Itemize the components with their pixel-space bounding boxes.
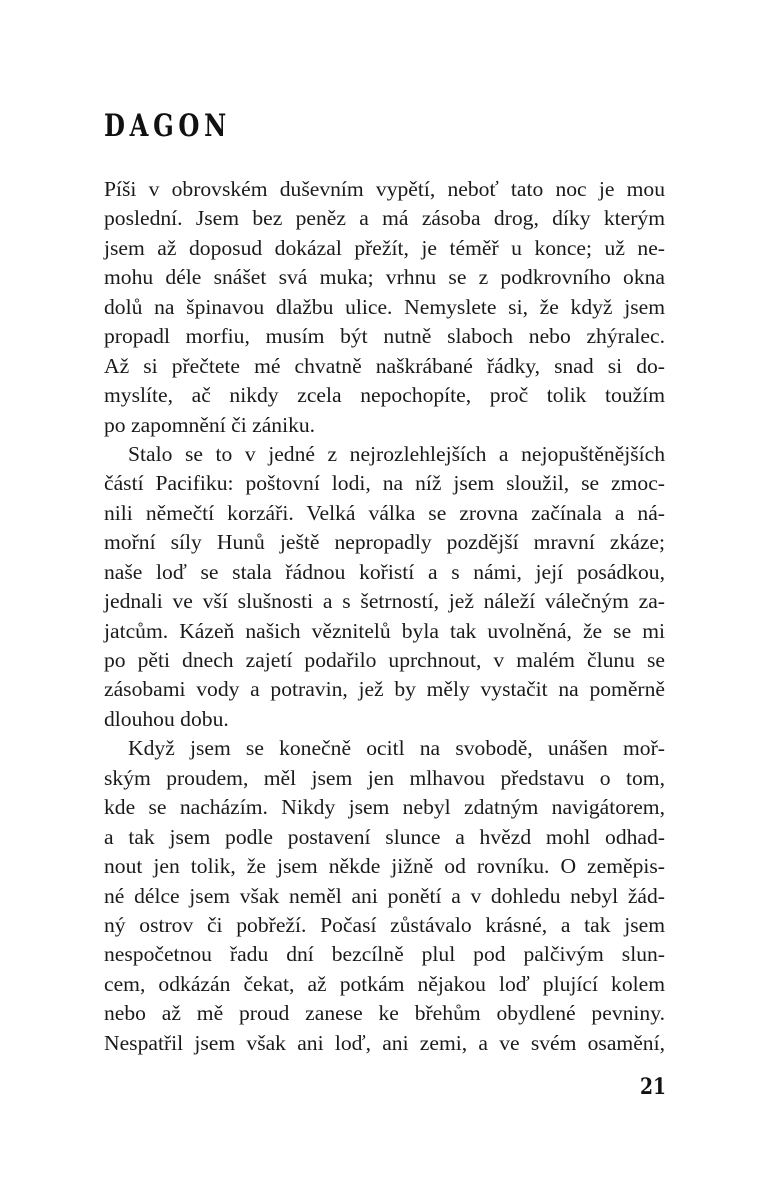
text-line: né délce jsem však neměl ani ponětí a v dohledu nebyl žád- [104, 883, 665, 908]
text-line: jednali ve vší slušnosti a s šetrností, jež náleží válečným za- [104, 589, 665, 614]
body-text [104, 175, 665, 1058]
text-line: částí Pacifiku: poštovní lodi, na níž jsem sloužil, se zmoc- [104, 471, 665, 496]
text-line: kde se nacházím. Nikdy jsem nebyl zdatným navigátorem, [104, 795, 665, 820]
text-line: nespočetnou řadu dní bezcílně plul pod palčivým slun- [104, 942, 665, 967]
text-line: ským proudem, měl jsem jen mlhavou představu o tom, [104, 765, 665, 790]
text-line: propadl morfiu, musím být nutně slaboch nebo zhýralec. [104, 324, 665, 349]
text-line: jatcům. Kázeň našich věznitelů byla tak uvolněná, že se mi [104, 618, 665, 643]
text-line: po pěti dnech zajetí podařilo uprchnout, v malém člunu se [104, 648, 665, 672]
text-line: ný ostrov či pobřeží. Počasí zůstávalo krásné, a tak jsem [104, 912, 665, 937]
text-line: nili němečtí korzáři. Velká válka se zrovna začínala a ná- [104, 500, 665, 525]
text-line: a tak jsem podle postavení slunce a hvězd mohl odhad- [104, 824, 665, 849]
text-line: Stalo se to v jedné z nejrozlehlejších a nejopuštěnějších [128, 441, 665, 466]
text-line: myslíte, ač nikdy zcela nepochopíte, proč tolik toužím [104, 383, 665, 408]
text-line: zásobami vody a potravin, jež by měly vystačit na poměrně [104, 677, 665, 702]
page-number: 21 [639, 1074, 666, 1100]
text-line: Až si přečtete mé chvatně naškrábané řádky, snad si do- [104, 353, 665, 378]
text-line: nebo až mě proud zanese ke břehům obydlené pevniny. [104, 1001, 665, 1026]
text-line: poslední. Jsem bez peněz a má zásoba drog, díky kterým [104, 206, 665, 231]
text-line: nout jen tolik, že jsem někde jižně od rovníku. O zeměpis- [104, 854, 665, 879]
chapter-title: DAGON [104, 108, 231, 144]
text-line: Když jsem se konečně ocitl na svobodě, unášen moř- [128, 736, 665, 761]
text-line: po zapomnění či zániku. [104, 412, 316, 437]
text-line: mohu déle snášet svá muka; vrhnu se z podkrovního okna [104, 265, 665, 290]
text-line: naše loď se stala řádnou kořistí a s námi, její posádkou, [104, 559, 665, 584]
text-line: cem, odkázán čekat, až potkám nějakou loď plující kolem [104, 971, 665, 996]
text-line: Nespatřil jsem však ani loď, ani zemi, a ve svém osamění, [104, 1030, 665, 1055]
text-line: Píši v obrovském duševním vypětí, neboť tato noc je mou [104, 177, 665, 201]
text-line: dolů na špinavou dlažbu ulice. Nemyslete si, že když jsem [104, 294, 665, 319]
text-line: jsem až doposud dokázal přežít, je téměř u konce; už ne- [104, 235, 665, 260]
text-line: dlouhou dobu. [104, 706, 229, 731]
text-line: mořní síly Hunů ještě nepropadly pozdější mravní zkáze; [104, 530, 665, 555]
